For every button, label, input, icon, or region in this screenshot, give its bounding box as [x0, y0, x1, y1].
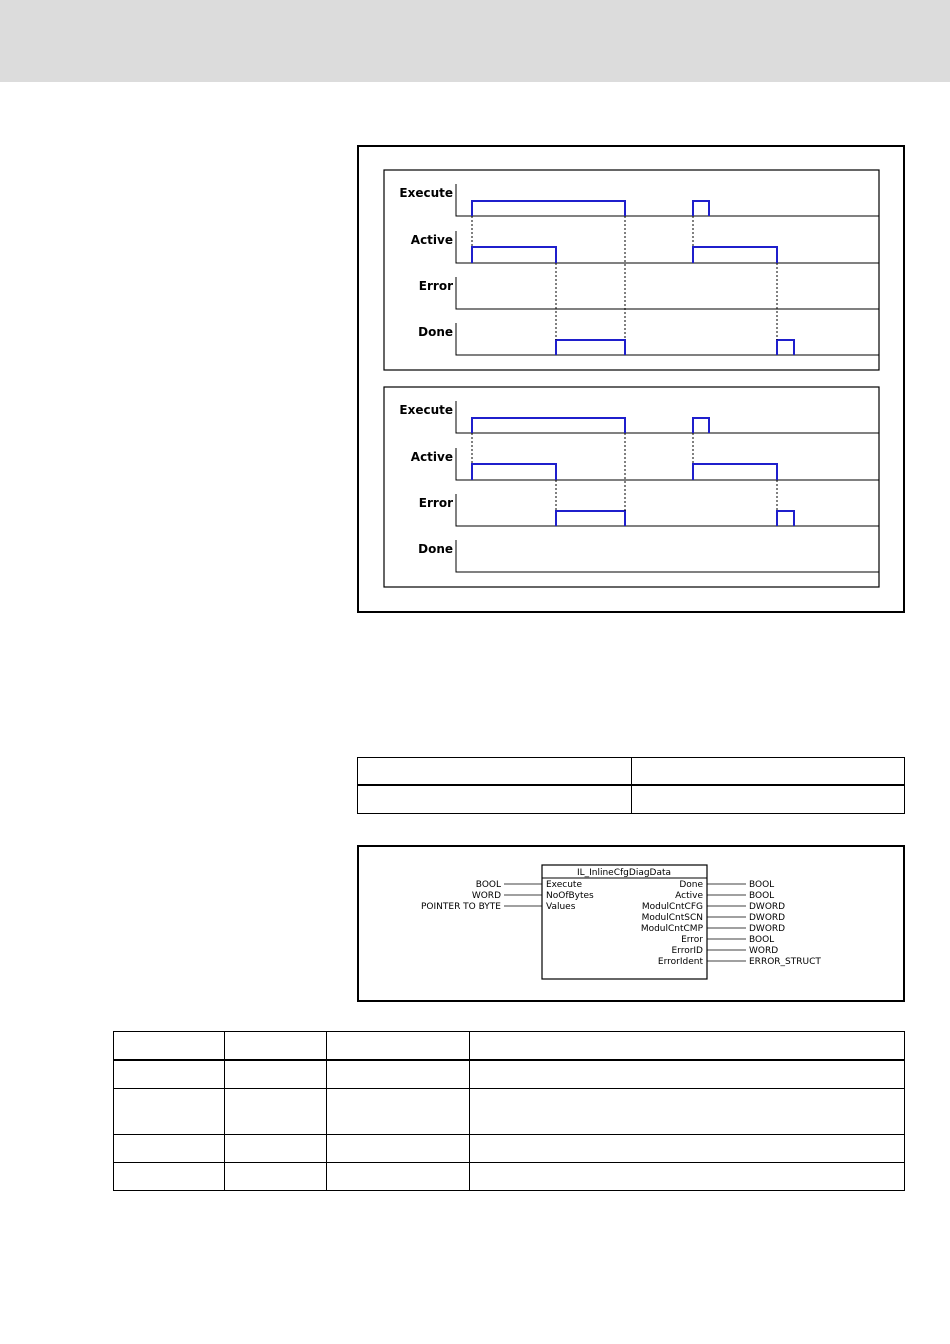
table-row	[114, 1088, 905, 1134]
fb-output-pin: ErrorID	[671, 946, 703, 956]
timing-diagram-1	[384, 170, 879, 370]
fb-output-modulcntcfg	[642, 902, 785, 912]
table-cell	[326, 1162, 469, 1190]
signal-label-done: Done	[418, 542, 453, 556]
done-pulse-2	[777, 340, 794, 355]
fb-output-type: BOOL	[749, 935, 775, 945]
table-row	[358, 785, 905, 814]
table-header-cell	[631, 758, 905, 786]
active-pulse-2	[693, 247, 777, 263]
table-cell	[224, 1088, 326, 1134]
table-cell	[224, 1162, 326, 1190]
table-header-cell	[469, 1032, 904, 1061]
table-cell	[469, 1060, 904, 1088]
fb-output-active	[675, 891, 774, 901]
fb-output-modulcntcmp	[641, 924, 785, 934]
fb-output-type: ERROR_STRUCT	[749, 957, 821, 967]
fb-output-error	[681, 935, 774, 945]
parameter-table	[113, 1031, 905, 1191]
fb-input-pin: Values	[546, 902, 576, 912]
execute-pulse-2	[693, 201, 709, 216]
fb-output-errorident	[658, 957, 821, 967]
function-block-title: IL_InlineCfgDiagData	[576, 868, 672, 878]
timing-diagram-1-box	[384, 170, 879, 370]
table-header-cell	[358, 758, 632, 786]
table-cell	[326, 1060, 469, 1088]
table-cell	[114, 1088, 225, 1134]
table-cell	[631, 785, 905, 814]
execute-pulse-1	[472, 418, 625, 433]
fb-input-type: BOOL	[475, 880, 501, 890]
fb-output-type: BOOL	[749, 880, 775, 890]
fb-output-pin: Done	[679, 880, 703, 890]
table-header-cell	[114, 1032, 225, 1061]
table-row	[114, 1060, 905, 1088]
table-row	[114, 1162, 905, 1190]
function-block-frame	[357, 845, 905, 1002]
timing-diagram-canvas	[359, 147, 903, 611]
fb-output-pin: Active	[675, 891, 703, 901]
fb-output-errorid	[671, 946, 778, 956]
table-header-cell	[326, 1032, 469, 1061]
fb-output-pin: ModulCntSCN	[641, 913, 703, 923]
table-cell	[224, 1134, 326, 1162]
fb-output-pin: Error	[681, 935, 703, 945]
fb-output-done	[679, 880, 774, 890]
table-cell	[114, 1162, 225, 1190]
fb-output-type: DWORD	[749, 913, 786, 923]
fb-input-execute	[476, 880, 583, 890]
function-block-canvas	[359, 847, 903, 1000]
signal-label-done: Done	[418, 325, 453, 339]
active-pulse-1	[472, 464, 556, 480]
fb-input-noofbytes	[472, 891, 594, 901]
signal-label-execute: Execute	[399, 186, 453, 200]
timing-diagram-2-box	[384, 387, 879, 587]
timing-diagram-2	[384, 387, 879, 587]
table-header-row	[358, 758, 905, 786]
table-cell	[326, 1134, 469, 1162]
active-pulse-2	[693, 464, 777, 480]
table-header-row	[114, 1032, 905, 1061]
timing-diagram-frame	[357, 145, 905, 613]
fb-output-pin: ModulCntCFG	[641, 902, 703, 912]
fb-output-pin: ErrorIdent	[657, 957, 703, 967]
table-cell	[114, 1134, 225, 1162]
fb-input-type: WORD	[471, 891, 501, 901]
signal-label-active: Active	[410, 233, 453, 247]
page-header-band	[0, 0, 950, 82]
signal-label-error: Error	[418, 496, 453, 510]
table-cell	[469, 1162, 904, 1190]
error-pulse-1	[556, 511, 625, 526]
done-pulse-1	[556, 340, 625, 355]
signal-label-error: Error	[418, 279, 453, 293]
signal-label-active: Active	[410, 450, 453, 464]
table-cell	[224, 1060, 326, 1088]
table-cell	[469, 1134, 904, 1162]
table-header-cell	[224, 1032, 326, 1061]
signal-label-execute: Execute	[399, 403, 453, 417]
fb-output-type: DWORD	[749, 924, 786, 934]
table-cell	[469, 1088, 904, 1134]
table-row	[114, 1134, 905, 1162]
fb-input-values	[421, 902, 576, 912]
table-cell	[358, 785, 632, 814]
fb-output-type: WORD	[749, 946, 779, 956]
fb-output-type: BOOL	[749, 891, 775, 901]
fb-input-type: POINTER TO BYTE	[420, 902, 501, 912]
execute-pulse-2	[693, 418, 709, 433]
fb-output-type: DWORD	[749, 902, 786, 912]
fb-output-modulcntscn	[642, 913, 786, 923]
fb-output-pin: ModulCntCMP	[640, 924, 703, 934]
summary-table	[357, 757, 905, 814]
fb-input-pin: NoOfBytes	[546, 891, 594, 901]
table-cell	[114, 1060, 225, 1088]
fb-input-pin: Execute	[546, 880, 582, 890]
execute-pulse-1	[472, 201, 625, 216]
error-pulse-2	[777, 511, 794, 526]
table-cell	[326, 1088, 469, 1134]
active-pulse-1	[472, 247, 556, 263]
